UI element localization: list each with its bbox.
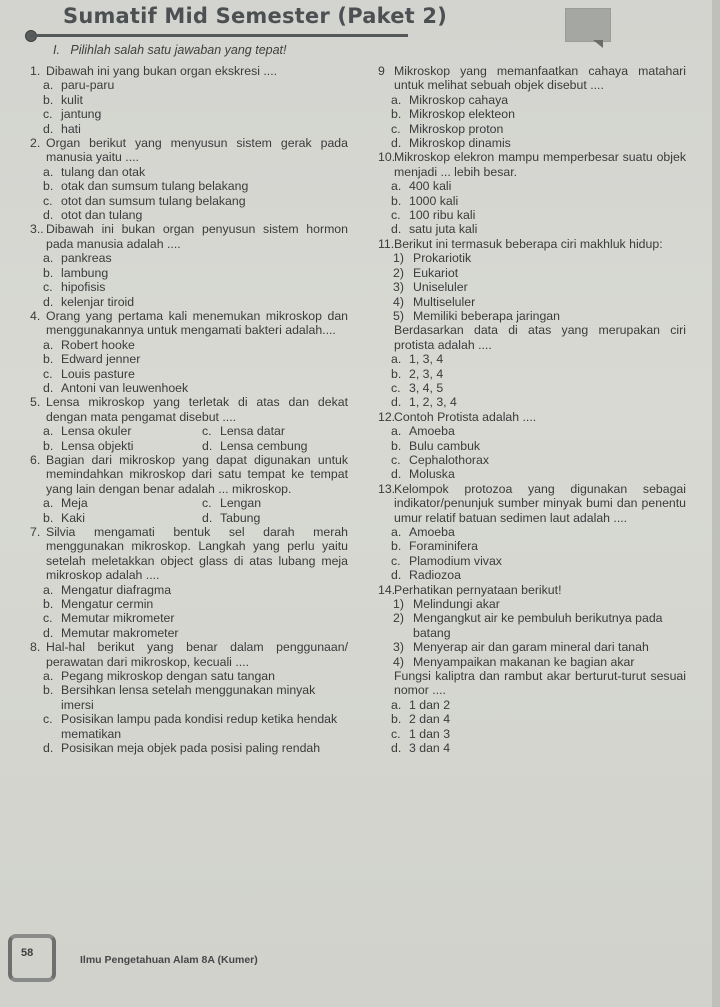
option-text: Bersihkan lensa setelah menggunakan minyak imersi <box>61 683 316 712</box>
question-number: 11. <box>378 236 395 251</box>
answer-option[interactable] <box>189 511 348 525</box>
question-stem <box>378 482 686 525</box>
question-stem <box>30 309 348 338</box>
answer-options <box>378 424 686 482</box>
question-8 <box>30 640 348 755</box>
question-text: Mikroskop elekron mampu memperbesar suatu objek menjadi ... lebih besar. <box>394 150 686 179</box>
option-text: Pegang mikroskop dengan satu tangan <box>61 669 275 684</box>
title-underline <box>30 34 408 37</box>
statement-item <box>378 309 686 323</box>
question-text: Hal-hal berikut yang benar dalam penggunaan/ perawatan dari mikroskop, kecuali .... <box>46 640 348 669</box>
statement-text: Memiliki beberapa jaringan <box>413 308 560 323</box>
question-number: 3.. <box>30 222 44 237</box>
option-text: Posisikan meja objek pada posisi paling rendah <box>61 741 321 756</box>
option-letter: a. <box>391 525 402 539</box>
option-text: Mikroskop cahaya <box>409 92 509 107</box>
option-letter: d. <box>391 136 402 151</box>
answer-options <box>378 698 686 756</box>
option-text: jantung <box>61 107 102 122</box>
question-number: 9 <box>378 64 385 78</box>
left-column <box>30 64 348 756</box>
question-9 <box>378 64 686 150</box>
option-letter: c. <box>43 193 53 208</box>
option-letter: d. <box>43 208 54 223</box>
option-letter: b. <box>391 539 402 554</box>
question-1 <box>30 64 348 136</box>
option-letter: b. <box>43 683 54 698</box>
answer-option[interactable] <box>30 266 348 280</box>
answer-options <box>378 525 686 583</box>
option-letter: c. <box>391 726 401 741</box>
answer-options <box>30 669 348 755</box>
statement-text: Menyerap air dan garam mineral dari tanah <box>413 640 649 655</box>
option-text: hati <box>61 121 81 136</box>
answer-option[interactable] <box>30 352 348 366</box>
option-text: pankreas <box>61 251 112 266</box>
answer-option[interactable] <box>378 525 686 539</box>
option-text: 1, 3, 4 <box>409 352 444 367</box>
option-letter: d. <box>43 294 54 309</box>
option-letter: c. <box>43 366 53 381</box>
option-letter: b. <box>43 597 54 612</box>
option-text: Amoeba <box>409 525 455 539</box>
answer-options <box>378 352 686 410</box>
answer-option[interactable] <box>378 122 686 136</box>
option-letter: a. <box>43 78 54 93</box>
question-5 <box>30 395 348 453</box>
question-text: Perhatikan pernyataan berikut! <box>394 582 562 597</box>
option-letter: a. <box>391 179 402 194</box>
question-stem <box>378 410 686 424</box>
option-text: Memutar makrometer <box>61 625 179 640</box>
option-text: tulang dan otak <box>61 164 146 179</box>
answer-option[interactable] <box>378 727 686 741</box>
answer-option[interactable] <box>378 539 686 553</box>
statement-text: Eukariot <box>413 265 459 280</box>
question-4 <box>30 309 348 395</box>
option-letter: b. <box>43 438 54 453</box>
option-letter: d. <box>391 222 402 237</box>
option-text: 3, 4, 5 <box>409 380 444 395</box>
answer-options <box>30 496 348 525</box>
option-text: kelenjar tiroid <box>61 294 135 309</box>
option-text: 1000 kali <box>409 193 459 208</box>
option-letter: c. <box>43 280 53 295</box>
answer-option[interactable] <box>30 208 348 222</box>
option-text: satu juta kali <box>409 222 478 237</box>
option-letter: d. <box>43 625 54 640</box>
answer-option[interactable] <box>30 496 189 510</box>
question-13 <box>378 482 686 583</box>
option-letter: a. <box>43 496 54 511</box>
option-text: 2 dan 4 <box>409 712 451 727</box>
question-text: Silvia mengamati bentuk sel darah merah menggunakan mikroskop. Langkah yang perlu yaitu setelah meletakkan object glass di atas lubang meja mikroskop adalah .... <box>46 525 348 583</box>
question-2 <box>30 136 348 222</box>
answer-option[interactable] <box>378 352 686 366</box>
question-text: Lensa mikroskop yang terletak di atas dan dekat dengan mata pengamat disebut .... <box>46 395 348 424</box>
statement-text: Menyampaikan makanan ke bagian akar <box>413 654 635 669</box>
option-text: Posisikan lampu pada kondisi redup ketika hendak mematikan <box>61 712 338 741</box>
question-stem <box>378 64 686 93</box>
option-letter: b. <box>391 712 402 727</box>
question-text: Dibawah ini bukan organ penyusun sistem hormon pada manusia adalah .... <box>46 222 348 251</box>
option-letter: c. <box>43 611 53 626</box>
option-letter: b. <box>43 179 54 194</box>
statement-text: Prokariotik <box>413 251 472 266</box>
answer-option[interactable] <box>30 626 348 640</box>
question-number: 6. <box>30 452 41 467</box>
question-text: Dibawah ini yang bukan organ ekskresi .... <box>46 64 278 78</box>
statement-item <box>378 611 686 640</box>
question-number: 14. <box>378 582 396 597</box>
answer-option[interactable] <box>378 136 686 150</box>
question-stem <box>30 395 348 424</box>
answer-option[interactable] <box>378 453 686 467</box>
option-text: otot dan sumsum tulang belakang <box>61 193 246 208</box>
question-text: Kelompok protozoa yang digunakan sebagai indikator/penunjuk sumber minyak bumi dan penentu umur relatif batuan sedimen laut adalah .... <box>394 481 686 525</box>
question-stem <box>378 583 686 597</box>
option-text: hipofisis <box>61 280 106 295</box>
instruction-number: I. <box>53 43 60 57</box>
answer-option[interactable] <box>30 683 348 712</box>
option-letter: a. <box>391 92 402 107</box>
answer-options <box>378 179 686 237</box>
answer-option[interactable] <box>30 93 348 107</box>
answer-option[interactable] <box>30 280 348 294</box>
instruction <box>53 43 287 57</box>
question-text: Berikut ini termasuk beberapa ciri makhluk hidup: <box>394 236 663 251</box>
answer-options <box>30 251 348 309</box>
option-letter: d. <box>202 510 213 525</box>
answer-option[interactable] <box>189 496 348 510</box>
answer-option[interactable] <box>378 179 686 193</box>
option-letter: b. <box>391 438 402 453</box>
answer-options <box>30 424 348 453</box>
answer-options <box>30 165 348 223</box>
answer-option[interactable] <box>378 568 686 582</box>
option-letter: a. <box>43 337 54 352</box>
option-text: 400 kali <box>409 179 452 194</box>
flag-decoration-icon <box>565 8 611 42</box>
page-title: Sumatif Mid Semester (Paket 2) <box>63 4 447 28</box>
option-text: Moluska <box>409 467 455 482</box>
answer-option[interactable] <box>378 424 686 438</box>
option-text: Lensa datar <box>220 424 285 439</box>
option-text: Tabung <box>220 510 261 525</box>
option-letter: c. <box>391 121 401 136</box>
answer-option[interactable] <box>30 381 348 395</box>
option-letter: d. <box>202 438 213 453</box>
question-7 <box>30 525 348 640</box>
statement-number: 3) <box>393 280 404 295</box>
statement-number: 2) <box>393 611 404 626</box>
option-letter: d. <box>43 741 54 756</box>
question-stem <box>30 64 348 78</box>
answer-option[interactable] <box>30 669 348 683</box>
option-letter: a. <box>43 424 54 439</box>
question-3 <box>30 222 348 308</box>
question-text: Mikroskop yang memanfaatkan cahaya matahari untuk melihat sebuah objek disebut .... <box>394 64 686 93</box>
answer-options <box>30 583 348 641</box>
option-letter: c. <box>202 424 212 439</box>
answer-option[interactable] <box>378 395 686 409</box>
statement-text: Multiseluler <box>413 294 476 309</box>
question-stem <box>30 525 348 583</box>
answer-option[interactable] <box>30 122 348 136</box>
option-letter: b. <box>43 265 54 280</box>
answer-option[interactable] <box>30 295 348 309</box>
option-letter: a. <box>391 697 402 712</box>
option-letter: b. <box>43 352 54 367</box>
option-letter: a. <box>43 582 54 597</box>
option-text: Mengatur cermin <box>61 597 154 612</box>
option-text: 1 dan 3 <box>409 726 451 741</box>
answer-option[interactable] <box>378 554 686 568</box>
option-letter: c. <box>43 107 53 122</box>
option-letter: c. <box>43 712 53 727</box>
answer-option[interactable] <box>378 741 686 755</box>
option-text: 3 dan 4 <box>409 741 451 756</box>
option-text: 1 dan 2 <box>409 697 451 712</box>
option-text: Cephalothorax <box>409 452 489 467</box>
question-text: Bagian dari mikroskop yang dapat digunakan untuk memindahkan mikroskop dari satu tempat ke tempat yang lain dengan benar adalah ... mikroskop. <box>46 452 348 496</box>
answer-option[interactable] <box>189 424 348 438</box>
answer-option[interactable] <box>30 251 348 265</box>
question-stem <box>30 453 348 496</box>
answer-option[interactable] <box>30 367 348 381</box>
option-text: Plamodium vivax <box>409 553 502 568</box>
option-letter: a. <box>43 251 54 266</box>
statement-number: 3) <box>393 640 404 655</box>
question-12 <box>378 410 686 482</box>
statement-text: Uniseluler <box>413 280 468 295</box>
answer-option[interactable] <box>378 107 686 121</box>
answer-option[interactable] <box>30 611 348 625</box>
answer-option[interactable] <box>30 597 348 611</box>
question-prompt: Fungsi kaliptra dan rambut akar berturut-turut sesuai nomor .... <box>394 669 686 698</box>
option-text: Radiozoa <box>409 568 461 583</box>
answer-option[interactable] <box>30 424 189 438</box>
answer-option[interactable] <box>189 439 348 453</box>
answer-option[interactable] <box>378 439 686 453</box>
option-text: Kaki <box>61 510 85 525</box>
answer-option[interactable] <box>378 712 686 726</box>
question-11 <box>378 237 686 410</box>
question-text: Orang yang pertama kali menemukan mikroskop dan menggunakannya untuk mengamati bakteri adalah.... <box>46 308 348 338</box>
answer-option[interactable] <box>378 367 686 381</box>
page-number: 58 <box>21 947 34 959</box>
answer-option[interactable] <box>30 194 348 208</box>
option-text: Lengan <box>220 496 262 511</box>
statement-number: 2) <box>393 265 404 280</box>
statement-item <box>378 295 686 309</box>
option-letter: d. <box>43 121 54 136</box>
answer-option[interactable] <box>378 208 686 222</box>
option-letter: d. <box>391 568 402 583</box>
answer-option[interactable] <box>378 381 686 395</box>
question-stem <box>378 237 686 251</box>
question-number: 12. <box>378 409 396 424</box>
statement-text: Melindungi akar <box>413 597 500 612</box>
option-text: kulit <box>61 92 83 107</box>
option-text: Lensa okuler <box>61 424 132 439</box>
option-letter: d. <box>391 467 402 482</box>
option-letter: c. <box>391 208 401 223</box>
question-number: 7. <box>30 525 41 539</box>
question-number: 13. <box>378 481 396 496</box>
answer-option[interactable] <box>378 698 686 712</box>
option-text: otak dan sumsum tulang belakang <box>61 179 249 194</box>
statement-number: 1) <box>393 251 404 266</box>
option-letter: d. <box>391 741 402 756</box>
question-number: 5. <box>30 395 41 410</box>
option-letter: b. <box>391 107 402 122</box>
answer-option[interactable] <box>378 222 686 236</box>
right-column <box>378 64 686 756</box>
option-text: Louis pasture <box>61 366 135 381</box>
question-stem <box>30 136 348 165</box>
answer-option[interactable] <box>30 439 189 453</box>
option-letter: b. <box>391 193 402 208</box>
statement-number: 4) <box>393 294 404 309</box>
answer-options <box>30 78 348 136</box>
question-stem <box>30 222 348 251</box>
option-letter: b. <box>43 510 54 525</box>
question-stem <box>378 150 686 179</box>
flag-tip-icon <box>593 40 603 48</box>
answer-option[interactable] <box>30 741 348 755</box>
answer-option[interactable] <box>30 338 348 352</box>
option-text: Lensa cembung <box>220 438 308 453</box>
option-text: Lensa objekti <box>61 438 134 453</box>
option-text: 100 ribu kali <box>409 208 476 223</box>
option-text: Memutar mikrometer <box>61 611 175 626</box>
instruction-text: Pilihlah salah satu jawaban yang tepat! <box>70 43 287 57</box>
option-letter: c. <box>202 496 212 511</box>
option-text: Robert hooke <box>61 337 135 352</box>
answer-option[interactable] <box>378 93 686 107</box>
option-letter: a. <box>391 424 402 439</box>
question-number: 10. <box>378 150 396 165</box>
answer-option[interactable] <box>30 179 348 193</box>
option-text: Foraminifera <box>409 539 479 554</box>
question-text: Organ berikut yang menyusun sistem gerak pada manusia yaitu .... <box>46 136 348 165</box>
statement-text: Mengangkut air ke pembuluh berikutnya pada batang <box>413 611 663 640</box>
option-text: Mikroskop elekteon <box>409 107 515 122</box>
question-text: Contoh Protista adalah .... <box>394 409 537 424</box>
answer-option[interactable] <box>30 712 348 741</box>
statement-item <box>378 640 686 654</box>
answer-option[interactable] <box>30 583 348 597</box>
statement-number: 1) <box>393 597 404 612</box>
page-edge <box>712 0 720 1007</box>
answer-options <box>378 93 686 151</box>
answer-option[interactable] <box>30 165 348 179</box>
option-text: 2, 3, 4 <box>409 366 444 381</box>
statement-item <box>378 655 686 669</box>
question-stem <box>30 640 348 669</box>
option-text: Antoni van leuwenhoek <box>61 380 189 395</box>
option-text: Mikroskop proton <box>409 121 504 136</box>
statement-item <box>378 280 686 294</box>
question-14 <box>378 583 686 756</box>
question-10 <box>378 150 686 236</box>
statement-item <box>378 597 686 611</box>
statement-item <box>378 266 686 280</box>
option-text: 1, 2, 3, 4 <box>409 395 457 410</box>
answer-option[interactable] <box>30 78 348 92</box>
option-letter: d. <box>43 380 54 395</box>
answer-options <box>30 338 348 396</box>
question-number: 2. <box>30 136 41 151</box>
question-number: 4. <box>30 308 41 323</box>
statement-number: 5) <box>393 308 404 323</box>
option-letter: c. <box>391 553 401 568</box>
option-letter: b. <box>43 92 54 107</box>
option-letter: b. <box>391 366 402 381</box>
option-letter: a. <box>391 352 402 367</box>
option-text: Mengatur diafragma <box>61 582 172 597</box>
option-text: Edward jenner <box>61 352 141 367</box>
answer-option[interactable] <box>378 467 686 481</box>
statement-item <box>378 251 686 265</box>
question-6 <box>30 453 348 525</box>
option-letter: a. <box>43 164 54 179</box>
option-text: Bulu cambuk <box>409 438 481 453</box>
option-letter: d. <box>391 395 402 410</box>
question-number: 8. <box>30 640 41 655</box>
answer-option[interactable] <box>30 511 189 525</box>
answer-option[interactable] <box>30 107 348 121</box>
option-text: paru-paru <box>61 78 115 93</box>
question-prompt: Berdasarkan data di atas yang merupakan ciri protista adalah .... <box>394 323 686 352</box>
question-number: 1. <box>30 64 41 78</box>
answer-option[interactable] <box>378 194 686 208</box>
option-letter: c. <box>391 380 401 395</box>
book-title: Ilmu Pengetahuan Alam 8A (Kumer) <box>80 954 258 966</box>
option-letter: a. <box>43 669 54 684</box>
option-text: lambung <box>61 265 109 280</box>
option-text: otot dan tulang <box>61 208 143 223</box>
option-text: Meja <box>61 496 88 511</box>
option-text: Amoeba <box>409 424 455 439</box>
statement-number: 4) <box>393 654 404 669</box>
option-letter: c. <box>391 452 401 467</box>
option-text: Mikroskop dinamis <box>409 136 511 151</box>
